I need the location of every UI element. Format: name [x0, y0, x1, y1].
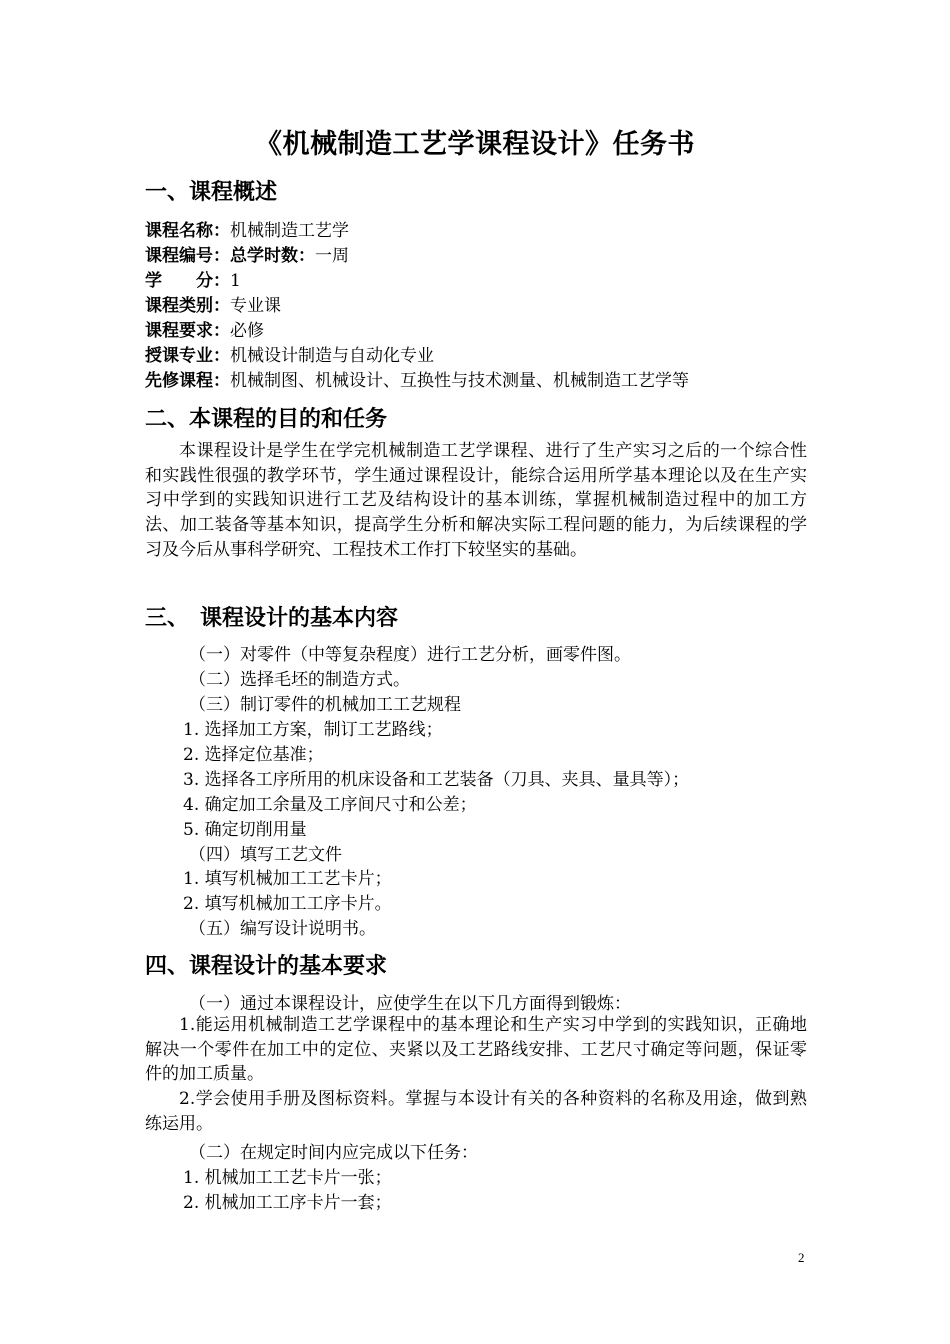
- section4-intro-2: （二）在规定时间内应完成以下任务：: [189, 1143, 478, 1163]
- field-value: 机械设计制造与自动化专业: [230, 346, 434, 366]
- section1-heading: 一、课程概述: [145, 180, 278, 205]
- field-value: 专业课: [230, 296, 281, 316]
- field-label: 课程要求：: [145, 321, 230, 341]
- list-item: （一）对零件（中等复杂程度）进行工艺分析，画零件图。: [189, 645, 631, 665]
- field-course-code-hours: [145, 241, 349, 266]
- field-label: 授课专业：: [145, 346, 230, 366]
- list-item: 2. 填写机械加工工序卡片。: [183, 894, 392, 914]
- field-value: 1: [230, 271, 241, 291]
- field-label: 课程类别：: [145, 296, 230, 316]
- list-item: （三）制订零件的机械加工工艺规程: [189, 695, 461, 715]
- list-item: 5. 确定切削用量: [183, 820, 307, 840]
- list-item: （五）编写设计说明书。: [189, 919, 376, 939]
- field-credits: [145, 266, 241, 291]
- section3-heading: 三、 课程设计的基本内容: [145, 606, 399, 631]
- list-item: （二）选择毛坯的制造方式。: [189, 670, 410, 690]
- field-value: 必修: [230, 321, 264, 341]
- field-label: 课程名称：: [145, 221, 230, 241]
- list-item: 2. 机械加工工序卡片一套；: [183, 1193, 392, 1213]
- field-course-category: [145, 291, 281, 316]
- page-number: 2: [798, 1250, 805, 1265]
- list-item: 3. 选择各工序所用的机床设备和工艺装备（刀具、夹具、量具等）；: [183, 770, 690, 790]
- document-title: 《机械制造工艺学课程设计》任务书: [255, 129, 695, 160]
- section4-paragraph-1: 1.能运用机械制造工艺学课程中的基本理论和生产实习中学到的实践知识，正确地解决一个零件在加工中的定位、夹紧以及工艺路线安排、工艺尺寸确定等问题，保证零件的加工质量。: [145, 1015, 807, 1085]
- field-label: 学 分：: [145, 271, 230, 291]
- field-course-name: [145, 216, 349, 241]
- list-item: 2. 选择定位基准；: [183, 745, 324, 765]
- field-course-requirement: [145, 316, 264, 341]
- list-item: 1. 选择加工方案，制订工艺路线；: [183, 720, 443, 740]
- field-label: 课程编号：总学时数：: [145, 246, 315, 266]
- section2-paragraph: 本课程设计是学生在学完机械制造工艺学课程、进行了生产实习之后的一个综合性和实践性很强的教学环节，学生通过课程设计，能综合运用所学基本理论以及在生产实习中学到的实践知识进行工艺及结构设计的基本训练，掌握机械制造过程中的加工方法、加工装备等基本知识，提高学生分析和解决实际工程问题的能力，为后续课程的学习及今后从事科学研究、工程技术工作打下较坚实的基础。: [145, 441, 807, 560]
- field-label: 先修课程：: [145, 371, 230, 391]
- section2-heading: 二、本课程的目的和任务: [145, 407, 388, 432]
- section4-heading: 四、课程设计的基本要求: [145, 954, 388, 979]
- list-item: 4. 确定加工余量及工序间尺寸和公差；: [183, 795, 477, 815]
- list-item: 1. 机械加工工艺卡片一张；: [183, 1168, 392, 1188]
- list-item: 1. 填写机械加工工艺卡片；: [183, 869, 392, 889]
- field-prerequisites: [145, 366, 689, 391]
- list-item: （四）填写工艺文件: [189, 845, 342, 865]
- field-value: 一周: [315, 246, 349, 266]
- field-major: [145, 341, 434, 366]
- field-value: 机械制造工艺学: [230, 221, 349, 241]
- field-value: 机械制图、机械设计、互换性与技术测量、机械制造工艺学等: [230, 371, 689, 391]
- section4-intro-1: （一）通过本课程设计，应使学生在以下几方面得到锻炼：: [189, 994, 631, 1014]
- section4-paragraph-2: 2.学会使用手册及图标资料。掌握与本设计有关的各种资料的名称及用途，做到熟练运用。: [145, 1089, 807, 1134]
